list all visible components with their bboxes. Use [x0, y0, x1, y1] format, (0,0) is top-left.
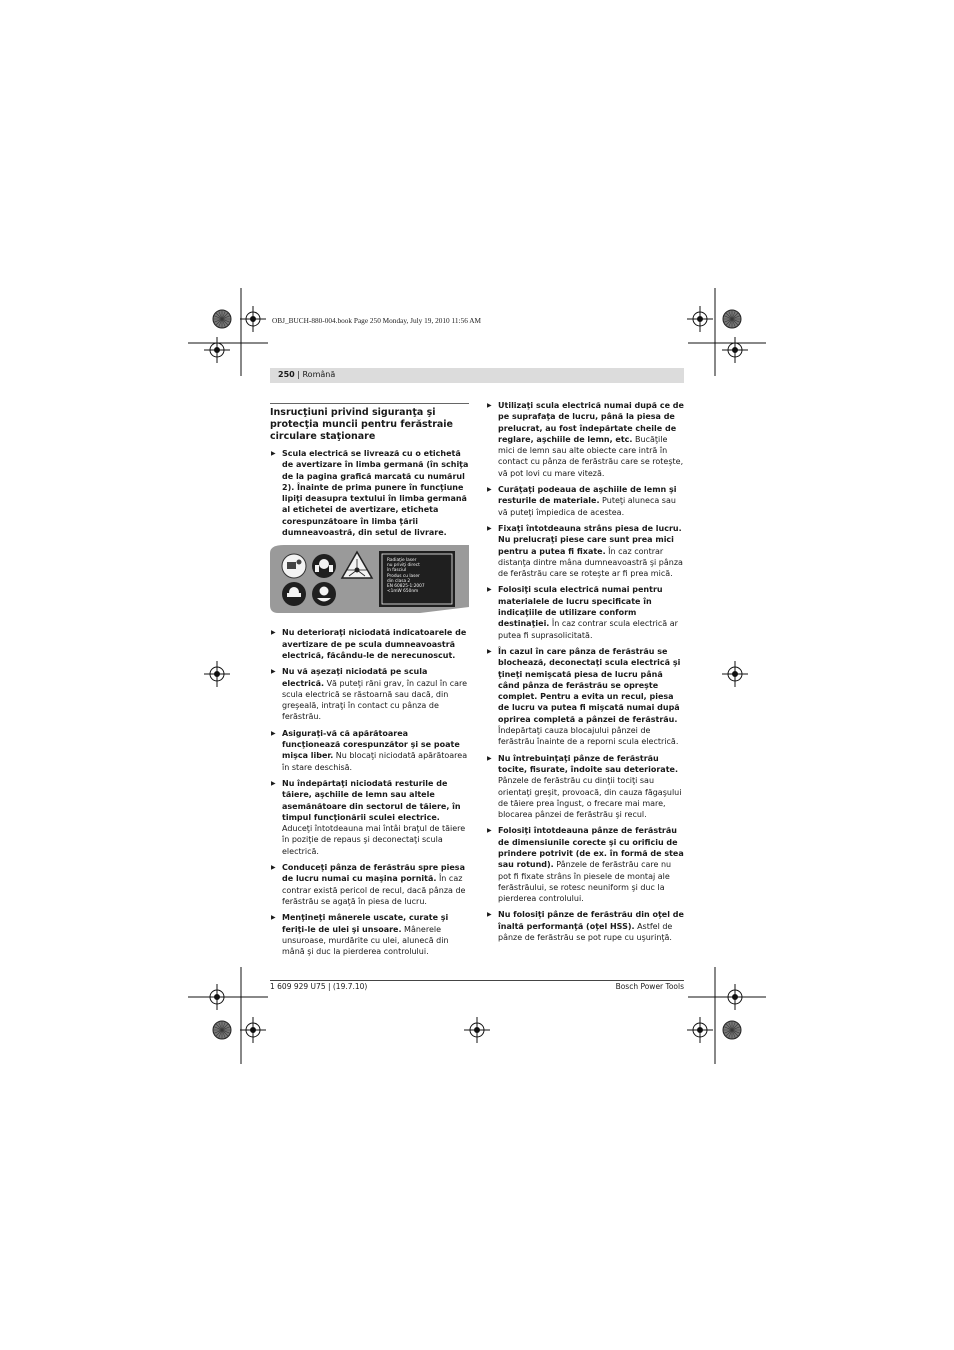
bullet-item-text: Puteţi aluneca sau vă puteţi împiedica de acestea. [498, 496, 676, 517]
registration-mark [722, 984, 748, 1010]
color-target-mark [723, 310, 741, 328]
registration-mark [204, 661, 230, 687]
right-list [486, 400, 684, 943]
bullet-item [486, 523, 684, 579]
header-text [278, 370, 335, 379]
bullet-item-text: Pânzele de ferăstrău cu dinţii tociţi sau orientaţi greşit, provoacă, din cauza făgaşului de tăiere prea îngust, o frecare mai mare, blocarea pânzei de ferăstrău şi recul. [498, 776, 682, 820]
bullet-triangle-icon: ▶ [487, 647, 492, 655]
bullet-item-bold: Fixaţi întotdeauna strâns piesa de lucru. Nu prelucraţi piese care sunt prea mici pentru a putea fi fixate. [498, 523, 682, 556]
footer-rule [270, 980, 684, 981]
right-column [486, 400, 684, 948]
bullet-item-text: Nu blocaţi niciodată apărătoarea în stare deschisă. [282, 751, 468, 772]
bullet-triangle-icon: ▶ [487, 586, 492, 594]
bullet-item [486, 825, 684, 904]
bullet-item [270, 728, 469, 773]
bullet-item-text: Pânzele de ferăstrău care nu pot fi fixate strâns în piesele de montaj ale ferăstrăului, se rotesc neuniform şi duc la pierderea controlului. [498, 860, 672, 904]
bullet-triangle-icon: ▶ [487, 754, 492, 762]
bullet-item [486, 484, 684, 518]
registration-mark [722, 661, 748, 687]
bullet-item [270, 862, 469, 907]
bullet-triangle-icon: ▶ [271, 668, 276, 676]
registration-mark [240, 1017, 266, 1043]
footer-document-code: 1 609 929 U75 | (19.7.10) [270, 982, 368, 991]
bullet-item-bold: Menţineţi mânerele uscate, curate şi feriţi-le de ulei şi unsoare. [282, 913, 449, 934]
bullet-item-bold: Folosiţi întotdeauna pânze de ferăstrău de dimensiunile corecte şi cu orificiu de prindere potrivit (de ex. în formă de stea sau rotund). [498, 826, 684, 870]
manual-read-icon [282, 554, 306, 578]
bullet-item [486, 584, 684, 640]
registration-mark [204, 337, 230, 363]
registration-mark [240, 306, 266, 332]
bullet-triangle-icon: ▶ [487, 911, 492, 919]
footer-brand: Bosch Power Tools [615, 982, 684, 991]
bullet-item-bold: Conduceţi pânza de ferăstrău spre piesa de lucru numai cu maşina pornită. [282, 863, 465, 884]
dust-mask-icon [312, 582, 336, 606]
left-list-second [270, 627, 469, 957]
bullet-triangle-icon: ▶ [271, 914, 276, 922]
bullet-triangle-icon: ▶ [271, 629, 276, 637]
bullet-item-text: Vă puteţi răni grav, în cazul în care scula electrică se răstoarnă sau dacă, din greşeală, intraţi în contact cu pânza de ferăstrău. [282, 678, 468, 722]
bullet-item-bold: Folosiţi scula electrică numai pentru materialele de lucru specificate în indicaţiile de utilizare conform destinaţiei. [498, 585, 663, 629]
header-language: Română [302, 370, 336, 379]
warning-label-line: din clasa 2 [387, 579, 411, 585]
bullet-item-bold: Nu vă aşezaţi niciodată pe scula electrică. [282, 667, 428, 688]
bullet-triangle-icon: ▶ [487, 827, 492, 835]
registration-mark [687, 1017, 713, 1043]
section-rule [270, 403, 469, 404]
bullet-triangle-icon: ▶ [487, 486, 492, 494]
bullet-item-bold: Nu deterioraţi niciodată indicatoarele de avertizare de pe scula dumneavoastră electrică, făcându-le de nerecunoscut. [282, 628, 467, 660]
page-number: 250 [278, 370, 295, 379]
book-info-line: OBJ_BUCH-880-004.book Page 250 Monday, July 19, 2010 11:56 AM [272, 316, 482, 325]
bullet-item-text: În caz contrar distanţa dintre mâna dumneavoastră şi pânza de ferăstrău care se roteşte ar fi prea mică. [498, 546, 683, 579]
warning-label-line: EN 60825-1:2007 [387, 584, 425, 590]
warning-label-line: <1mW 650nm [387, 589, 419, 595]
bullet-triangle-icon: ▶ [271, 779, 276, 787]
color-target-mark [723, 1021, 741, 1039]
section-title: Insrucţiuni privind siguranţa şi protecţia muncii pentru ferăstraie circulare staţionare [270, 407, 453, 442]
bullet-triangle-icon: ▶ [271, 729, 276, 737]
bullet-item-text: Bucăţile mici de lemn sau alte obiecte care intră în contact cu pânza de ferăstrău care se roteşte, vă pot lovi cu mare viteză. [498, 434, 684, 478]
bullet-item-bold: Curăţaţi podeaua de aşchiile de lemn şi resturile de materiale. [498, 485, 677, 506]
bullet-item-bold: Nu îndepărtaţi niciodată resturile de tăiere, aşchiile de lemn sau altele asemănătoare din sectorul de tăiere, în timpul funcţionării sculei electrice. [282, 778, 461, 822]
bullet-item-text: În caz contrar există pericol de recul, dacă pânza de ferăstrău se agaţă în piesa de lucru. [282, 874, 466, 906]
warning-label-line: Radiaţie laser [387, 558, 417, 564]
bullet-item [270, 627, 469, 661]
eye-protection-icon [282, 582, 306, 606]
bullet-item [486, 400, 684, 479]
bullet-item-bold: Scula electrică se livrează cu o etichetă de avertizare în limba germană (în schiţa de la pagina grafică marcată cu numărul 2). Înainte de prima punere în funcţiune lipiţi deasupra textului în limba germană al etichetei de avertizare, eticheta corespunzătoare în limba ţării dumneavoastră, din setul de livrare. [282, 449, 469, 538]
warning-label-line: în fasciul [387, 568, 407, 574]
bullet-item [486, 753, 684, 821]
bullet-triangle-icon: ▶ [487, 524, 492, 532]
bullet-item [270, 778, 469, 857]
registration-mark [687, 306, 713, 332]
bullet-item-bold: Nu întrebuinţaţi pânze de ferăstrău tocite, fisurate, îndoite sau deteriorate. [498, 753, 678, 774]
bullet-item-text: Mânerele unsuroase, murdărite cu ulei, alunecă din mână şi duc la pierderea controlului. [282, 924, 449, 957]
warning-label-graphic [270, 545, 469, 613]
bullet-item-bold: În cazul în care pânza de ferăstrău se blochează, deconectaţi scula electrică şi ţineţi nemişcată piesa de lucru până când pânza de ferăstrău se opreşte complet. Pentru a evita un recul, piesa de lucru va putea fi mişcată numai după oprirea completă a pânzei de ferăstrău. [498, 646, 681, 724]
bullet-triangle-icon: ▶ [487, 402, 492, 409]
bullet-item-bold: Nu folosiţi pânze de ferăstrău din oţel de înaltă performanţă (oţel HSS). [498, 910, 684, 931]
bullet-item [486, 909, 684, 943]
bullet-item-text: Astfel de pânze de ferăstrău se pot rupe cu uşurinţă. [498, 921, 673, 943]
bullet-item [270, 448, 469, 538]
warning-label-line: nu priviţi direct [387, 563, 420, 569]
left-list-first [270, 448, 469, 538]
bullet-item-text: În caz contrar scula electrică ar putea fi suprasolicitată. [498, 619, 678, 640]
ear-protection-icon [312, 554, 336, 578]
bullet-item-bold: Utilizaţi scula electrică numai după ce de pe suprafaţa de lucru, până la piesa de prelucrat, au fost îndepărtate cheile de reglare, aşchiile de lemn, etc. [498, 401, 684, 444]
color-target-mark [213, 1021, 231, 1039]
page-header [270, 368, 684, 383]
color-target-mark [213, 310, 231, 328]
bullet-triangle-icon: ▶ [271, 864, 276, 872]
warning-label-line: Produs cu laser [387, 574, 420, 580]
bullet-item-text: Îndepărtaţi cauza blocajului pânzei de ferăstrău înainte de a reporni scula electrică. [498, 726, 679, 747]
bullet-item [270, 912, 469, 957]
bullet-item [270, 666, 469, 722]
registration-mark [464, 1017, 490, 1043]
bullet-triangle-icon: ▶ [271, 450, 276, 457]
registration-mark [722, 337, 748, 363]
bullet-item [486, 646, 684, 748]
registration-mark [204, 984, 230, 1010]
header-separator: | [294, 370, 303, 379]
left-column [270, 403, 469, 962]
bullet-item-text: Aduceţi întotdeauna mai întâi braţul de tăiere în poziţie de repaus şi deconectaţi scula electrică. [282, 824, 466, 856]
bullet-item-bold: Asiguraţi-vă că apărătoarea funcţionează corespunzător şi se poate mişca liber. [282, 728, 460, 761]
